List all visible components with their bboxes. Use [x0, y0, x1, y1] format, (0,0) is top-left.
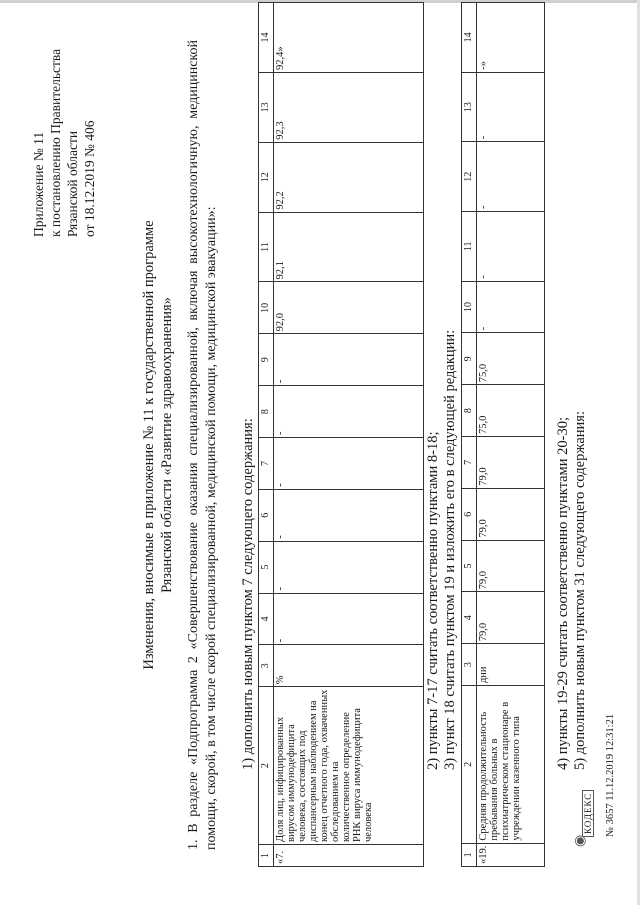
- value-cell: -»: [477, 3, 545, 73]
- value-cell: 79,0: [477, 437, 545, 489]
- value-cell: -: [274, 386, 424, 438]
- col-number: 11: [462, 212, 477, 282]
- col-number: 12: [462, 142, 477, 212]
- value-cell: 92,2: [274, 142, 424, 212]
- value-cell: 92,0: [274, 282, 424, 334]
- col-number: 5: [259, 541, 274, 593]
- item-3: 3) пункт 18 считать пунктом 19 и изложить его в следующей редакции:: [442, 329, 458, 770]
- col-number: 13: [259, 72, 274, 142]
- col-number: 4: [259, 593, 274, 645]
- appendix-header: [30, 27, 98, 237]
- col-number: 1: [462, 843, 477, 866]
- value-cell: -: [477, 212, 545, 282]
- document-title: [140, 135, 176, 755]
- col-number: 6: [462, 488, 477, 540]
- value-cell: 92,3: [274, 72, 424, 142]
- col-number: 6: [259, 489, 274, 541]
- col-number: 12: [259, 142, 274, 212]
- stamp: КОДЕКС: [582, 790, 594, 837]
- col-number: 10: [259, 282, 274, 334]
- value-cell: -: [274, 334, 424, 386]
- value-cell: 75,0: [477, 385, 545, 437]
- row-number: «7.: [274, 845, 424, 867]
- indicator-name: Средняя продолжительность пребывания больных в психиатрическом стационаре в учреждении казенного типа: [477, 686, 545, 844]
- table-header-row: [259, 3, 274, 867]
- value-cell: -: [477, 142, 545, 212]
- col-number: 3: [259, 645, 274, 687]
- table-row: [274, 3, 424, 867]
- value-cell: 92,4»: [274, 3, 424, 73]
- value-cell: 79,0: [477, 540, 545, 592]
- col-number: 14: [259, 3, 274, 73]
- appendix-date: от 18.12.2019 № 406: [82, 120, 97, 237]
- item-4: 4) пункты 19-29 считать соответственно пунктами 20-30;: [555, 417, 571, 770]
- col-number: 3: [462, 644, 477, 686]
- value-cell: -: [477, 72, 545, 142]
- item-1: 1) дополнить новым пунктом 7 следующего содержания:: [240, 418, 256, 770]
- col-number: 11: [259, 212, 274, 282]
- col-number: 5: [462, 540, 477, 592]
- col-number: 9: [259, 334, 274, 386]
- col-number: 9: [462, 333, 477, 385]
- col-number: 14: [462, 3, 477, 73]
- value-cell: -: [274, 541, 424, 593]
- col-number: 2: [462, 686, 477, 844]
- col-number: 10: [462, 281, 477, 333]
- value-cell: -: [274, 593, 424, 645]
- appendix-number: Приложение № 11: [31, 131, 46, 237]
- title-line-1: Изменения, вносимые в приложение № 11 к государственной программе: [141, 220, 157, 670]
- value-cell: 75,0: [477, 333, 545, 385]
- unit-cell: дни: [477, 644, 545, 686]
- col-number: 13: [462, 72, 477, 142]
- value-cell: -: [477, 281, 545, 333]
- stamp-icon: ◉: [573, 834, 588, 847]
- col-number: 1: [259, 845, 274, 867]
- appendix-region: Рязанской области: [65, 130, 80, 237]
- col-number: 8: [259, 386, 274, 438]
- value-cell: 92,1: [274, 212, 424, 282]
- indicator-name: Доля лиц, инфицированных вирусом иммунодефицита человека, состоящих под диспансерным наблюдением на конец отчетного года, охваченных обследованием на количественное определение РНК вируса иммунодефицита человека: [274, 687, 424, 845]
- unit-cell: %: [274, 645, 424, 687]
- item-5: 5) дополнить новым пунктом 31 следующего содержания:: [572, 411, 588, 770]
- section-paragraph: 1. В разделе «Подпрограмма 2 «Совершенствование оказания специализированной, включая высокотехнологичную, медицинской помощи, скорой, в том числе скорой специализированной, медицинской помощи, медицинской эвакуации»:: [186, 40, 219, 850]
- table-item-7: [258, 2, 424, 867]
- col-number: 7: [259, 438, 274, 490]
- table-row: [477, 3, 545, 867]
- col-number: 7: [462, 437, 477, 489]
- table-header-row: [462, 3, 477, 867]
- registration-footer: № 3657 11.12.2019 12:31:21: [605, 713, 616, 837]
- item-2: 2) пункты 7-17 считать соответственно пунктами 8-18;: [425, 431, 441, 770]
- appendix-ref: к постановлению Правительства: [48, 48, 63, 237]
- value-cell: -: [274, 489, 424, 541]
- title-line-2: Рязанской области «Развитие здравоохранения»: [159, 297, 175, 593]
- table-item-19: [461, 2, 545, 867]
- row-number: «19.: [477, 843, 545, 866]
- col-number: 8: [462, 385, 477, 437]
- col-number: 4: [462, 592, 477, 644]
- value-cell: -: [274, 438, 424, 490]
- col-number: 2: [259, 687, 274, 845]
- value-cell: 79,0: [477, 592, 545, 644]
- value-cell: 79,0: [477, 488, 545, 540]
